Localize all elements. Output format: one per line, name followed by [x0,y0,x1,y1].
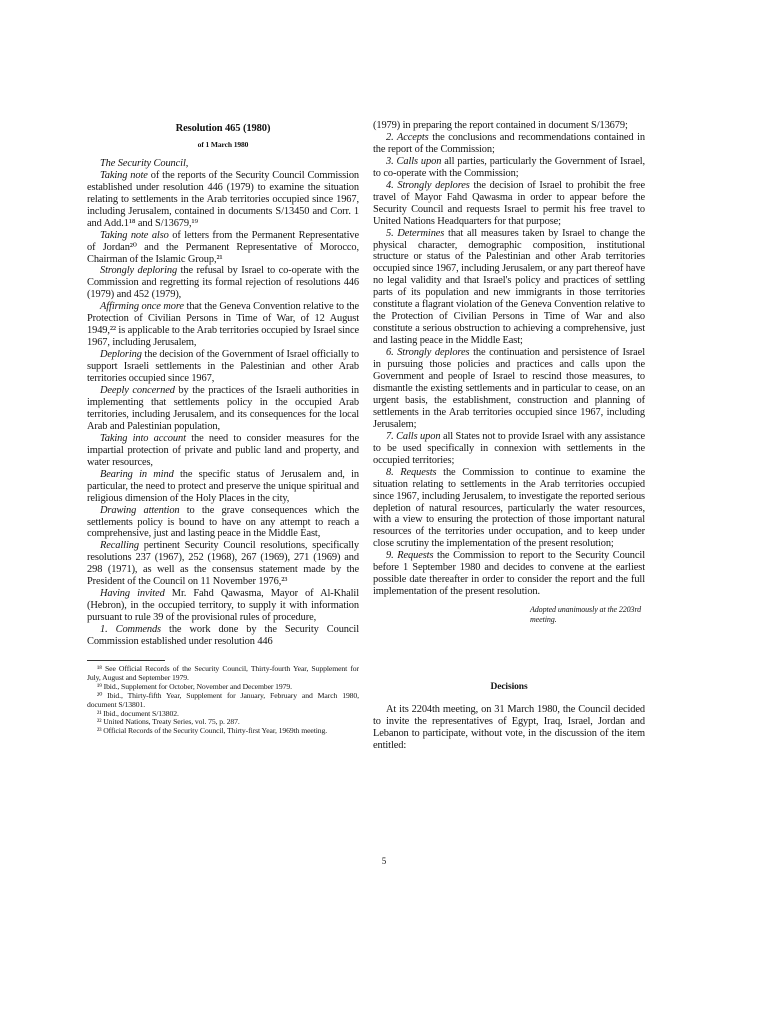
preamble-paragraph: Affirming once more that the Geneva Convention relative to the Protection of Civilian Persons in Time of War, of 12 August 1949,²² is applicable to the Arab territories occupied by Israel since 1967, including Jerusalem, [87,301,359,349]
operative-paragraph: 6. Strongly deplores the continuation and persistence of Israel in pursuing those policies and practices and calls upon the Government and people of Israel to rescind those measures, to dismantle the existing settlements and in particular to cease, on an urgent basis, the establishment, construction and planning of settlements in the Arab territories occupied since 1967, including Jerusalem; [373,347,645,430]
left-column [87,120,359,736]
continuation-paragraph: (1979) in preparing the report contained in document S/13679; [373,120,628,131]
operative-paragraph: 1. Commends the work done by the Security Council Commission established under resolution 446 [87,624,359,648]
adoption-note: Adopted unanimously at the 2203rd meeting. [530,605,642,624]
right-column [373,120,645,752]
operative-paragraph: 8. Requests the Commission to continue to examine the situation relating to settlements in the Arab territories occupied since 1967, including Jerusalem, to investigate the reported serious depletion of natural resources, particularly the water resources, with a view to ensuring the protection of those important natural resources of the territories under occupation, and to keep under close scrutiny the implementation of the present resolution; [373,466,645,550]
footnote: ²² United Nations, Treaty Series, vol. 75, p. 287. [97,717,240,727]
operative-paragraph: 9. Requests the Commission to report to the Security Council before 1 September 1980 and decides to convene at the earliest possible date thereafter in order to consider the report and the full implementation of the present resolution. [373,550,645,598]
preamble-paragraph: Recalling pertinent Security Council resolutions, specifically resolutions 237 (1967), 252 (1968), 267 (1969), 271 (1969) and 298 (1971), as well as the consensus statement made by the President of the Council on 11 November 1976,²³ [87,540,359,588]
preamble-paragraph: Deploring the decision of the Government of Israel officially to support Israeli settlements in the Palestinian and other Arab territories occupied since 1967, [87,349,359,385]
resolution-date: of 1 March 1980 [197,139,249,149]
preamble-paragraph: Bearing in mind the specific status of Jerusalem and, in particular, the need to protect and preserve the unique spiritual and religious dimension of the Holy Places in the city, [87,468,359,504]
footnote: ²⁰ Ibid., Thirty-fifth Year, Supplement for January, February and March 1980, document S/13801. [87,690,359,709]
operative-paragraph: 3. Calls upon all parties, particularly the Government of Israel, to co-operate with the Commission; [373,155,646,179]
operative-paragraph: 7. Calls upon all States not to provide Israel with any assistance to be used specifically in connexion with settlements in the occupied territories; [373,430,645,466]
operative-paragraph: 2. Accepts the conclusions and recommendations contained in the report of the Commission; [373,131,645,155]
operative-paragraph: 5. Determines that all measures taken by Israel to change the physical character, demographic composition, institutional structure or status of the Palestinian and other Arab territories occupied since 1967, including Jerusalem, or any part thereof have no legal validity and that Israel's policy and practices of settling parts of its population and new immigrants in those territories constitute a flagrant violation of the Geneva Convention relative to the Protection of Civilian Persons in Time of War and also constitute a serious obstruction to achieving a comprehensive, just and lasting peace in the Middle East; [373,227,645,347]
preamble-paragraph: Taking into account the need to consider measures for the impartial protection of private and public land and property, and water resources, [87,432,359,468]
preamble-paragraph: Deeply concerned by the practices of the Israeli authorities in implementing that settlements policy in the occupied Arab territories, including Jerusalem, and its consequences for the local Arab and Palestinian population, [87,385,360,432]
operative-paragraph: 4. Strongly deplores the decision of Israel to prohibit the free travel of Mayor Fahd Qawasma in order to appear before the Security Council and requests Israel to permit his free travel to United Nations Headquarters for that purpose; [373,179,645,227]
preamble-paragraph: Drawing attention to the grave consequences which the settlements policy is bound to have on any attempt to reach a comprehensive, just and lasting peace in the Middle East, [87,504,359,540]
footnote: ¹⁹ Ibid., Supplement for October, November and December 1979. [97,681,292,691]
preamble-paragraph: Taking note of the reports of the Security Council Commission established under resolution 446 (1979) to examine the situation relating to settlements in the Arab territories occupied since 1967, including Jerusalem, contained in documents S/13450 and Corr. 1 and Add.1¹⁸ and S/13679,¹⁹ [87,169,360,229]
decisions-paragraph: At its 2204th meeting, on 31 March 1980, the Council decided to invite the representatives of Egypt, Iraq, Israel, Jordan and Lebanon to participate, without vote, in the discussion of the item entitled: [373,704,645,751]
preamble-paragraph: Taking note also of letters from the Permanent Representative of Jordan²⁰ and the Permanent Representative of Morocco, Chairman of the Islamic Group,²¹ [87,229,359,265]
page-number: 5 [381,856,387,866]
preamble-paragraph: The Security Council, [100,157,189,169]
footnote: ¹⁸ See Official Records of the Security Council, Thirty-fourth Year, Supplement for July, August and September 1979. [87,663,359,682]
footnote-divider [87,660,165,661]
footnote: ²¹ Ibid., document S/13802. [97,708,179,718]
preamble-paragraph: Having invited Mr. Fahd Qawasma, Mayor of Al-Khalil (Hebron), in the occupied territory, to supply it with information pursuant to rule 39 of the provisional rules of procedure, [87,588,359,624]
decisions-heading: Decisions [490,682,528,693]
footnote: ²³ Official Records of the Security Council, Thirty-first Year, 1969th meeting. [97,726,328,736]
preamble-paragraph: Strongly deploring the refusal by Israel to co-operate with the Commission and regretting its formal rejection of resolutions 446 (1979) and 452 (1979), [87,265,359,301]
resolution-title: Resolution 465 (1980) [175,123,271,134]
